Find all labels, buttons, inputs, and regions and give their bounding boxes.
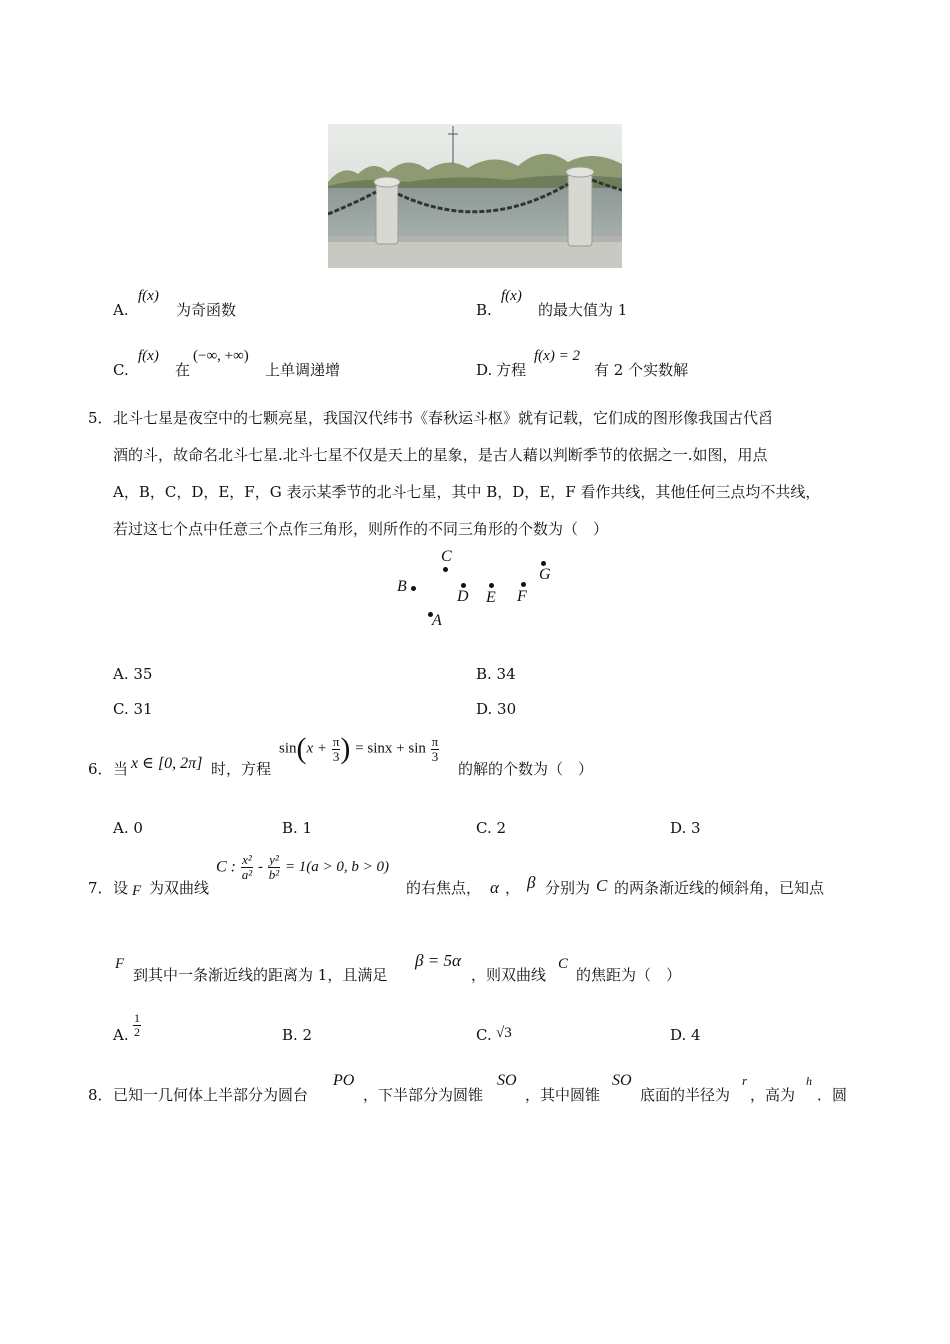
q8-po: PO xyxy=(333,1072,355,1089)
q6-mid: 时，方程 xyxy=(211,760,272,778)
q5-number: 5． xyxy=(88,409,113,427)
q5-option-c[interactable]: C. 31 xyxy=(113,700,153,718)
q6-equation xyxy=(279,734,439,780)
q5-option-d[interactable]: D. 30 xyxy=(476,700,517,718)
curve-c: C : xyxy=(216,858,236,876)
fraction-denominator: 3 xyxy=(431,748,439,764)
q7-focus-f: F xyxy=(132,883,142,899)
q4-option-d-eq: f(x) = 2 xyxy=(534,348,580,364)
option-letter: A. xyxy=(113,301,129,319)
x2-over-a2 xyxy=(241,853,253,882)
q7-option-a[interactable]: A. xyxy=(113,1026,129,1044)
q4-option-c-fx: f(x) xyxy=(138,348,159,364)
star-label-c: C xyxy=(441,548,452,565)
fraction-denominator: b² xyxy=(268,867,280,882)
q7-mid2: 的右焦点， xyxy=(406,879,482,897)
q7-mid1: 为双曲线 xyxy=(149,879,210,897)
q8-r: r xyxy=(742,1073,748,1088)
star-label-e: E xyxy=(486,589,496,606)
one-half-fraction xyxy=(133,1012,141,1039)
q5-line-2: 酒的斗，故命名北斗七星.北斗七星不仅是天上的星象，是古人藉以判断季节的依据之一.如图，用点 xyxy=(113,446,768,464)
sin-fn: sin xyxy=(279,740,297,757)
y2-over-b2 xyxy=(268,853,280,882)
q4-option-c[interactable]: C. xyxy=(113,361,129,379)
q8-text-e: ，高为 xyxy=(750,1086,796,1104)
q4-option-b[interactable]: B. xyxy=(476,301,492,319)
star-c xyxy=(443,567,448,572)
star-b xyxy=(411,586,416,591)
rhs: = sinx + sin xyxy=(355,740,426,757)
q6-option-a[interactable]: A. 0 xyxy=(113,819,143,837)
star-label-g: G xyxy=(539,566,551,583)
q7-line2-b: ，则双曲线 xyxy=(471,966,547,984)
q7-option-c-value: √3 xyxy=(496,1025,512,1041)
q8-number: 8． xyxy=(88,1086,113,1104)
q5-line-4: 若过这七个点中任意三个点作三角形，则所作的不同三角形的个数为（ ） xyxy=(113,520,609,538)
fraction-denominator: a² xyxy=(241,867,253,882)
star-e xyxy=(489,583,494,588)
q5-option-a[interactable]: A. 35 xyxy=(113,665,153,683)
q4-option-b-fx: f(x) xyxy=(501,288,522,304)
q7-tail1: 的两条渐近线的倾斜角，已知点 xyxy=(614,879,825,897)
q6-post: 的解的个数为（ ） xyxy=(458,760,594,778)
q4-option-a[interactable] xyxy=(113,299,129,321)
q8-text-d: 底面的半径为 xyxy=(640,1086,731,1104)
fraction-numerator: x² xyxy=(242,852,252,867)
q4-option-d-pre: 方程 xyxy=(496,361,527,379)
left-paren: ( xyxy=(296,732,307,765)
q7-beta: β xyxy=(527,873,536,892)
q6-option-d[interactable]: D. 3 xyxy=(670,819,701,837)
q7-option-d[interactable]: D. 4 xyxy=(670,1026,701,1044)
q4-option-b-text: 的最大值为 1 xyxy=(538,301,628,319)
star-label-f: F xyxy=(517,588,527,605)
q8-so-2: SO xyxy=(612,1072,632,1089)
q7-line2-a: 到其中一条渐近线的距离为 1，且满足 xyxy=(133,966,388,984)
right-paren: ) xyxy=(340,732,351,765)
q7-curve-c: C xyxy=(596,876,608,895)
q4-option-c-text: 上单调递增 xyxy=(265,361,341,379)
q5-line-1: 北斗七星是夜空中的七颗亮星，我国汉代纬书《春秋运斗枢》就有记载，它们成的图形像我国古代舀 xyxy=(113,409,774,427)
q7-line2-eq: β = 5α xyxy=(415,951,461,970)
x-plus: x + xyxy=(306,740,328,757)
q6-condition: x ∈ [0, 2π] xyxy=(131,755,203,772)
q7-option-a-fraction xyxy=(133,1012,141,1039)
star-f xyxy=(521,582,526,587)
q7-pre: 设 xyxy=(113,879,129,897)
q8-text-a: 已知一几何体上半部分为圆台 xyxy=(113,1086,309,1104)
q7-option-b[interactable]: B. 2 xyxy=(282,1026,313,1044)
star-label-a: A xyxy=(432,612,442,629)
q8-text-b: ，下半部分为圆锥 xyxy=(363,1086,484,1104)
q8-text-c: ，其中圆锥 xyxy=(525,1086,601,1104)
q8-h: h xyxy=(806,1074,812,1088)
q7-mid3: 分别为 xyxy=(545,879,591,897)
q4-option-c-interval: (−∞, +∞) xyxy=(193,348,249,364)
q7-option-c[interactable]: C. xyxy=(476,1026,492,1044)
q7-line2-f: F xyxy=(115,956,125,972)
star-label-d: D xyxy=(457,588,469,605)
fraction-numerator: π xyxy=(431,733,439,749)
fraction-numerator: y² xyxy=(269,852,279,867)
q7-line2-tail: 的焦距为（ ） xyxy=(576,966,682,984)
q4-option-a-fx: f(x) xyxy=(138,288,159,304)
q6-pre: 当 xyxy=(113,760,129,778)
lake-chain-fence-photo xyxy=(328,124,622,268)
q7-number: 7． xyxy=(88,879,113,897)
q4-option-d[interactable]: D. xyxy=(476,361,493,379)
equation-tail: = 1(a > 0, b > 0) xyxy=(284,859,390,875)
fraction-denominator: 2 xyxy=(134,1025,140,1039)
fraction-numerator: π xyxy=(332,733,340,749)
q6-option-b[interactable]: B. 1 xyxy=(282,819,313,837)
q5-line-3: A，B，C，D，E，F，G 表示某季节的北斗七星，其中 B，D，E，F 看作共线，其他任何三点均不共线， xyxy=(113,483,821,501)
pi-over-3-fraction-2 xyxy=(431,735,440,764)
q7-line2-c: C xyxy=(558,956,569,972)
q6-option-c[interactable]: C. 2 xyxy=(476,819,507,837)
q7-hyperbola-equation xyxy=(216,853,389,903)
q8-text-f: ．圆 xyxy=(817,1086,848,1104)
q8-so: SO xyxy=(497,1072,517,1089)
q7-comma: ， xyxy=(505,879,521,897)
q6-number: 6． xyxy=(88,760,113,778)
q5-option-b[interactable]: B. 34 xyxy=(476,665,516,683)
q4-option-c-mid: 在 xyxy=(175,361,191,379)
minus-sign: - xyxy=(257,859,263,875)
star-label-b: B xyxy=(397,578,407,595)
q4-option-a-text: 为奇函数 xyxy=(176,301,237,319)
fraction-denominator: 3 xyxy=(332,748,340,764)
q4-option-d-text: 有 2 个实数解 xyxy=(594,361,689,379)
q7-alpha: α xyxy=(490,878,499,897)
fraction-numerator: 1 xyxy=(134,1011,140,1025)
